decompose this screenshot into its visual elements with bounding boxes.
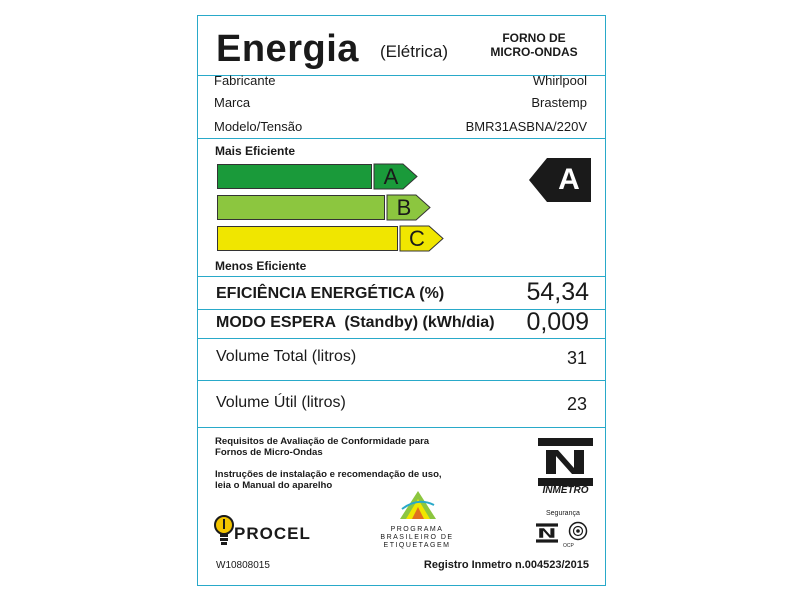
registration-number: Registro Inmetro n.004523/2015 bbox=[423, 559, 589, 571]
requirements-line2: Fornos de Micro-Ondas bbox=[215, 447, 323, 458]
volume-total-value: 31 bbox=[566, 348, 587, 368]
instructions-text bbox=[215, 469, 515, 491]
divider bbox=[198, 138, 605, 139]
ocp-text: OCP bbox=[563, 543, 574, 549]
instructions-line2: leia o Manual do aparelho bbox=[215, 480, 333, 491]
inmetro-logo bbox=[538, 438, 593, 496]
inmetro-text: INMETRO bbox=[542, 485, 589, 496]
safety-label: Segurança bbox=[546, 510, 580, 517]
product-type-line1: FORNO DE bbox=[502, 31, 566, 45]
divider bbox=[198, 338, 605, 339]
pbe-text-line3: ETIQUETAGEM bbox=[383, 542, 451, 549]
ocp-seal-icon bbox=[568, 521, 588, 541]
instructions-line1: Instruções de instalação e recomendação de uso, bbox=[215, 469, 442, 480]
volume-util-value: 23 bbox=[566, 394, 587, 414]
class-c-bar bbox=[217, 226, 398, 251]
efficiency-value: 54,34 bbox=[526, 278, 589, 306]
rating-letter: A bbox=[558, 163, 580, 196]
efficiency-label: EFICIÊNCIA ENERGÉTICA (%) bbox=[216, 285, 445, 302]
divider bbox=[198, 427, 605, 428]
brand-value: Brastemp bbox=[531, 95, 587, 110]
procel-bulb-icon bbox=[214, 515, 234, 547]
procel-text: PROCEL bbox=[234, 524, 311, 543]
label-subtitle: (Elétrica) bbox=[380, 42, 449, 61]
volume-util-label: Volume Útil (litros) bbox=[216, 394, 346, 411]
label-title: Energia bbox=[216, 28, 359, 70]
model-label: Modelo/Tensão bbox=[214, 119, 303, 134]
manufacturer-value: Whirlpool bbox=[532, 73, 587, 88]
divider bbox=[198, 276, 605, 277]
class-a-bar bbox=[217, 164, 372, 189]
standby-value: 0,009 bbox=[526, 308, 589, 336]
inmetro-safety-icon bbox=[536, 522, 558, 544]
least-efficient-label: Menos Eficiente bbox=[215, 259, 307, 273]
pbe-logo-icon bbox=[398, 489, 438, 525]
pbe-text bbox=[374, 526, 460, 550]
energy-label bbox=[197, 15, 606, 586]
label-code: W10808015 bbox=[216, 560, 270, 571]
class-b-letter: B bbox=[396, 195, 412, 220]
product-type bbox=[479, 31, 589, 59]
pbe-text-line2: BRASILEIRO DE bbox=[380, 534, 454, 541]
most-efficient-label: Mais Eficiente bbox=[215, 144, 296, 158]
brand-label: Marca bbox=[214, 95, 251, 110]
class-b-bar bbox=[217, 195, 385, 220]
manufacturer-label: Fabricante bbox=[214, 73, 276, 88]
class-a-letter: A bbox=[383, 164, 399, 189]
requirements-text bbox=[215, 436, 515, 458]
class-c-letter: C bbox=[409, 226, 425, 251]
requirements-line1: Requisitos de Avaliação de Conformidade para bbox=[215, 436, 430, 447]
pbe-text-line1: PROGRAMA bbox=[390, 526, 444, 533]
product-type-line2: MICRO-ONDAS bbox=[490, 45, 578, 59]
rating-indicator bbox=[529, 158, 591, 202]
model-value: BMR31ASBNA/220V bbox=[465, 119, 587, 134]
inmetro-mark-icon bbox=[538, 438, 593, 486]
divider bbox=[198, 380, 605, 381]
volume-total-label: Volume Total (litros) bbox=[216, 348, 357, 365]
standby-label: MODO ESPERA (Standby) (kWh/dia) bbox=[216, 314, 495, 331]
